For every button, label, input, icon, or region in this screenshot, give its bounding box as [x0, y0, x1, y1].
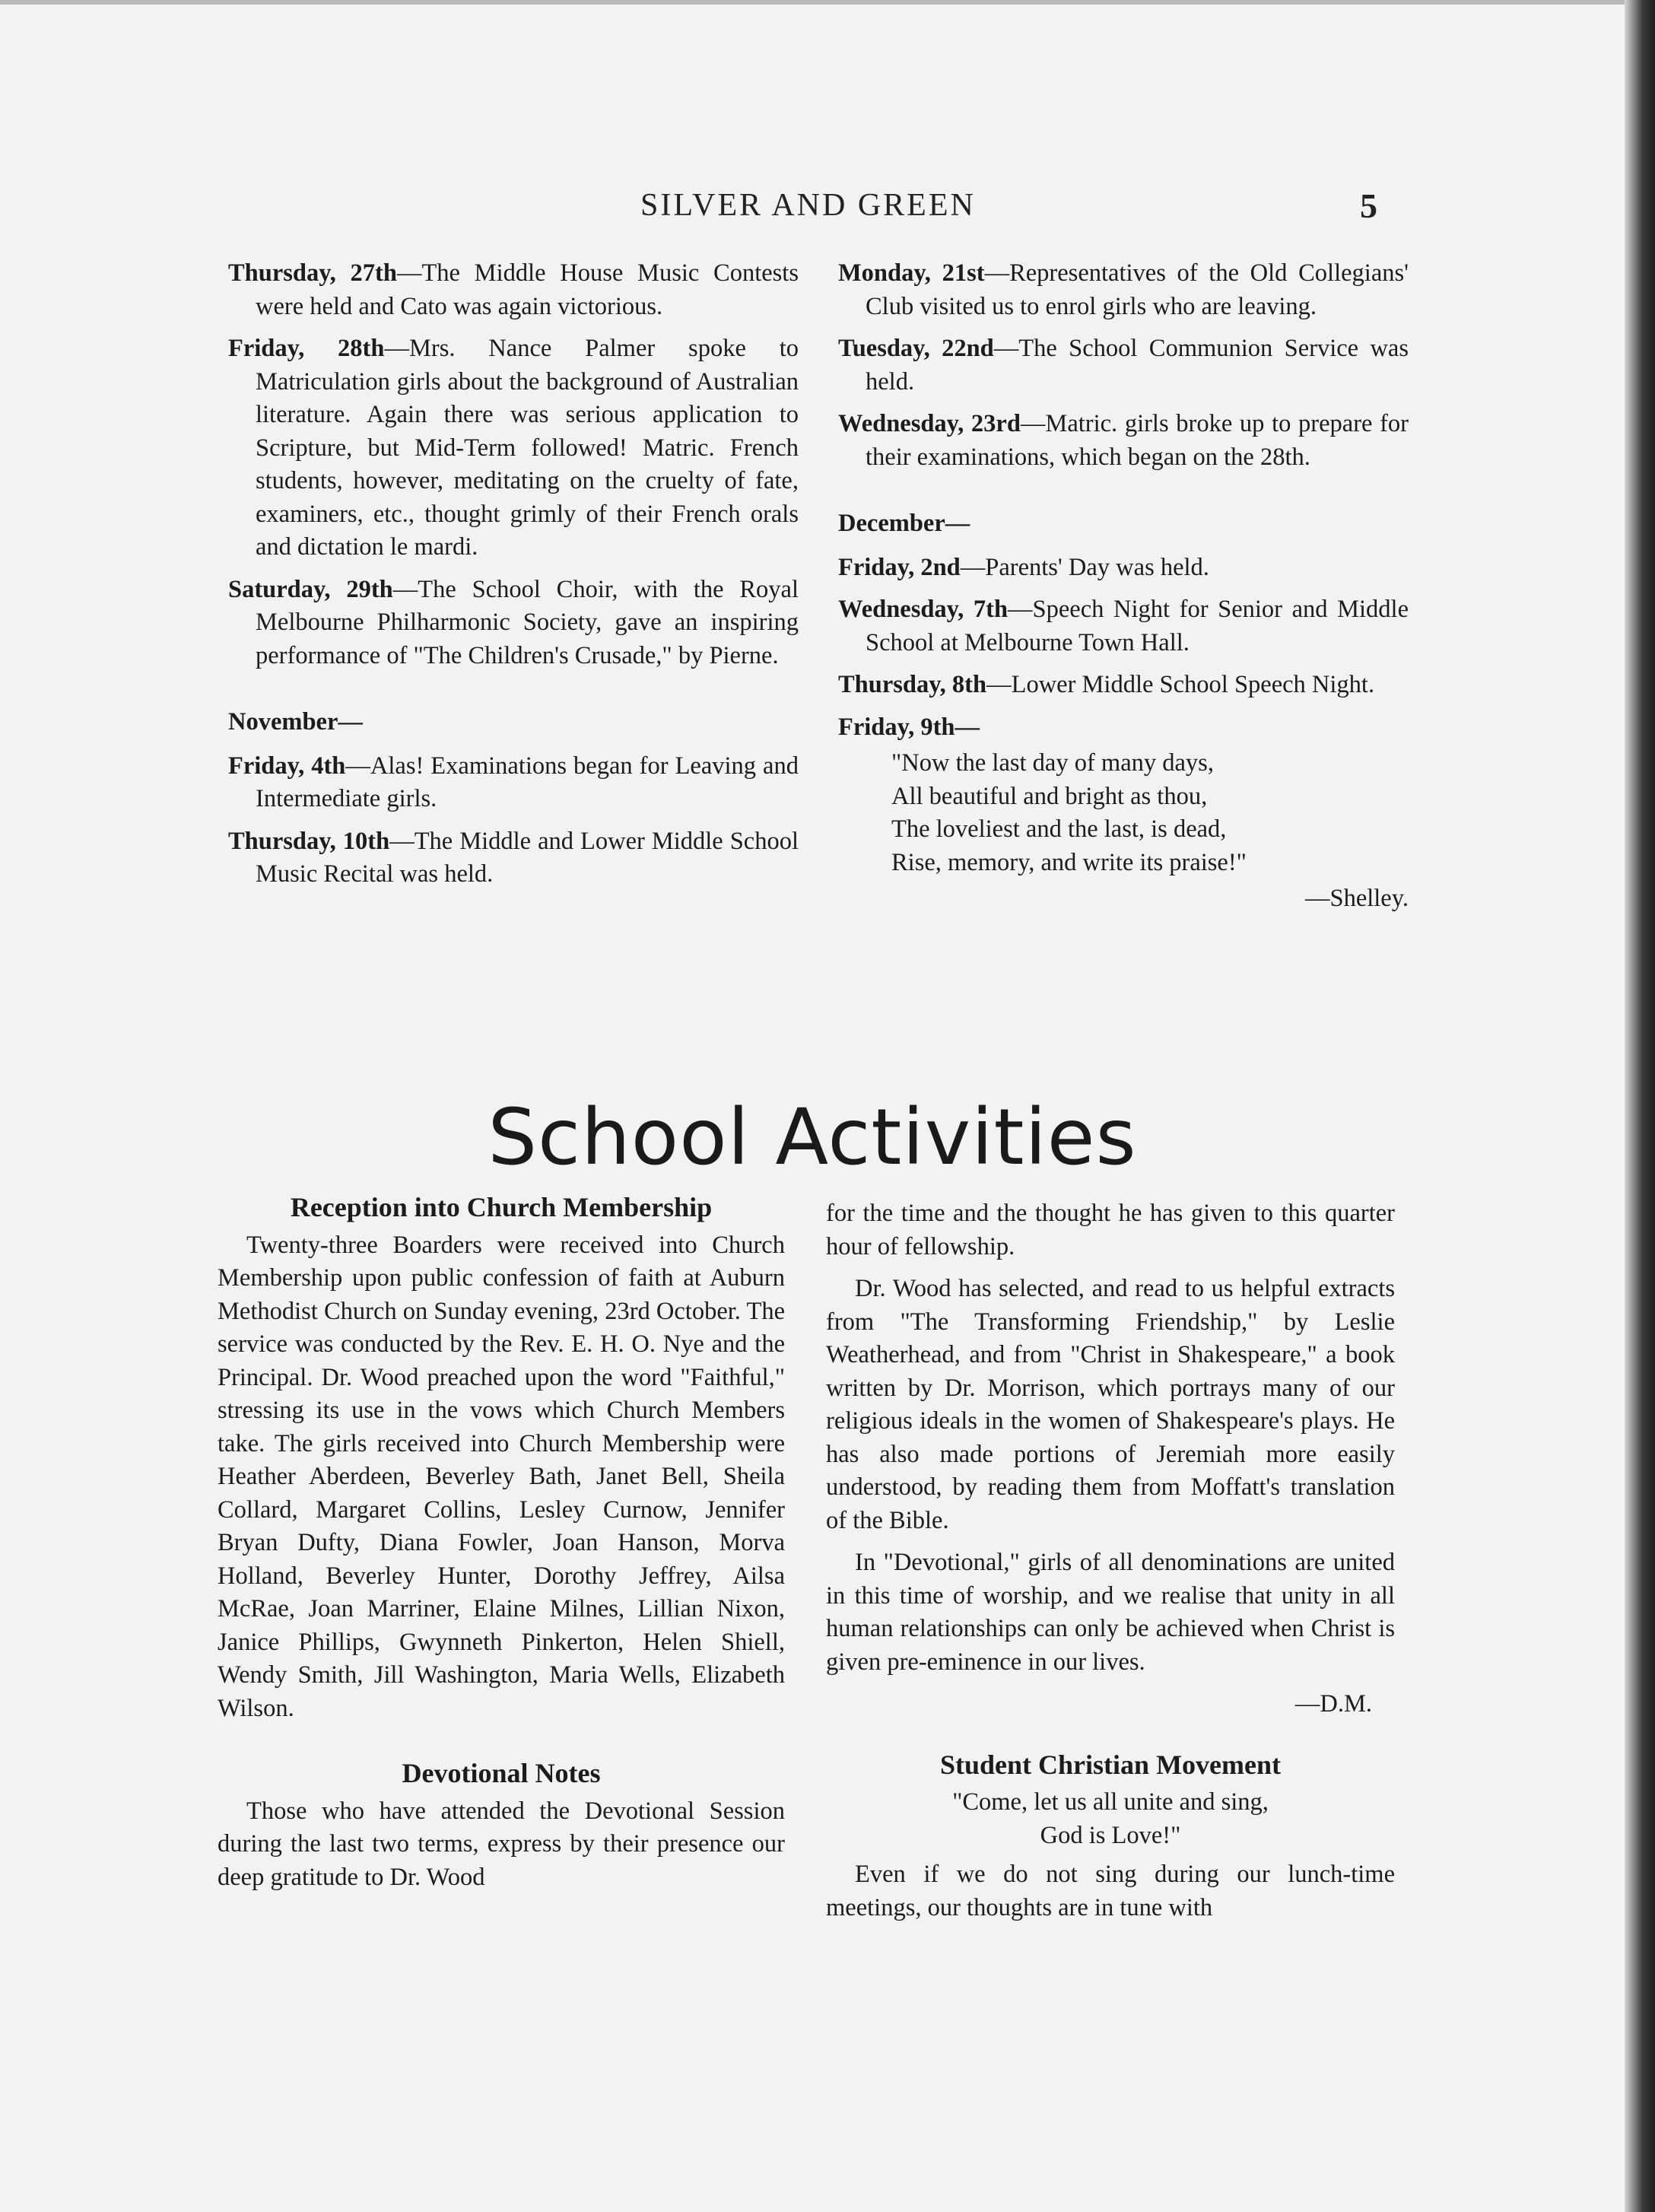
- entry-text: —The Middle and Lower Middle School Music Recital was held.: [256, 827, 799, 888]
- poem-line: "Now the last day of many days,: [891, 749, 1214, 777]
- entry-date: Thursday, 27th: [228, 259, 397, 287]
- entry-date: Thursday, 10th: [228, 827, 390, 855]
- entry-text: —The Middle House Music Contests were held and Cato was again victorious.: [256, 259, 799, 320]
- diary-entry: [228, 257, 799, 323]
- month-heading-december: December—: [838, 510, 970, 537]
- devotional-notes-paragraph: In "Devotional," girls of all denominations are united in this time of worship, and we realise that unity in all human relationships can only be achieved when Christ is given pre-eminence in our lives.: [826, 1549, 1395, 1676]
- entry-text: —Alas! Examinations began for Leaving and Intermediate girls.: [256, 752, 799, 812]
- diary-entry: [838, 593, 1409, 659]
- running-title: SILVER AND GREEN: [640, 188, 976, 223]
- shelley-poem: [838, 747, 1409, 879]
- entry-text: —Parents' Day was held.: [960, 553, 1209, 581]
- diary-entry: [228, 332, 799, 564]
- activities-column-left: [218, 1191, 785, 1903]
- poem-line: All beautiful and bright as thou,: [891, 782, 1208, 810]
- poem-attribution: —Shelley.: [1305, 885, 1409, 912]
- verse-line: God is Love!": [1040, 1821, 1181, 1849]
- entry-text: —Lower Middle School Speech Night.: [986, 671, 1375, 698]
- diary-entry: [228, 574, 799, 673]
- entry-date: Wednesday, 23rd: [838, 410, 1021, 437]
- month-heading-november: November—: [228, 708, 363, 736]
- page-number: 5: [1360, 186, 1377, 225]
- page-top-edge: [0, 0, 1655, 5]
- diary-entry: [228, 825, 799, 891]
- entry-text: —Speech Night for Senior and Middle School at Melbourne Town Hall.: [866, 596, 1409, 656]
- devotional-notes-heading: Devotional Notes: [402, 1758, 601, 1788]
- entry-date: Friday, 4th: [228, 752, 346, 780]
- entry-date: Monday, 21st: [838, 259, 985, 287]
- section-title: School Activities: [488, 1092, 1137, 1183]
- entry-date: Tuesday, 22nd: [838, 335, 994, 362]
- devotional-notes-paragraph: Dr. Wood has selected, and read to us helpful extracts from "The Transforming Friendship," by Leslie Weatherhead, and from "Christ in Shakespeare," a book written by Dr. Morrison, which portrays many of our religious ideals in the women of Shakespeare's plays. He has also made portions of Jeremiah more easily understood, by reading them from Moffatt's translation of the Bible.: [826, 1275, 1395, 1534]
- diary-entry: [838, 711, 1409, 745]
- diary-entry: [838, 257, 1409, 323]
- church-membership-heading: Reception into Church Membership: [290, 1192, 713, 1222]
- entry-text: —The School Choir, with the Royal Melbourne Philharmonic Society, gave an inspiring performance of "The Children's Crusade," by Pierne.: [256, 575, 799, 669]
- diary-column-right: [838, 257, 1409, 916]
- entry-text: —Representatives of the Old Collegians' Club visited us to enrol girls who are leaving.: [866, 259, 1409, 320]
- diary-entry: [838, 669, 1409, 702]
- diary-entry: [838, 408, 1409, 474]
- entry-text: —Matric. girls broke up to prepare for their examinations, which began on the 28th.: [866, 410, 1409, 471]
- verse-line: "Come, let us all unite and sing,: [952, 1788, 1269, 1816]
- activities-column-right: [826, 1197, 1395, 1934]
- diary-entry: [838, 332, 1409, 399]
- scm-verse: [826, 1786, 1395, 1852]
- diary-entry: [838, 551, 1409, 585]
- diary-column-left: [228, 257, 799, 901]
- entry-text: —The School Communion Service was held.: [866, 335, 1409, 396]
- entry-date: Friday, 9th—: [838, 713, 980, 741]
- entry-date: Saturday, 29th: [228, 575, 393, 603]
- devotional-signature: —D.M.: [1294, 1690, 1372, 1718]
- poem-line: Rise, memory, and write its praise!": [891, 848, 1247, 876]
- diary-entry: [228, 750, 799, 816]
- scm-text: Even if we do not sing during our lunch-time meetings, our thoughts are in tune with: [826, 1861, 1395, 1921]
- church-membership-text: Twenty-three Boarders were received into Church Membership upon public confession of faith at Auburn Methodist Church on Sunday evening, 23rd October. The service was conducted by the Rev. E. H. O. Nye and the Principal. Dr. Wood preached upon the word "Faithful," stressing its use in the vows which Church Members take. The girls received into Church Membership were Heather Aberdeen, Beverley Bath, Janet Bell, Sheila Collard, Margaret Collins, Lesley Curnow, Jennifer Bryan Dufty, Diana Fowler, Joan Hanson, Morva Holland, Beverley Hunter, Dorothy Jeffrey, Ailsa McRae, Joan Marriner, Elaine Milnes, Lillian Nixon, Janice Phillips, Gwynneth Pinkerton, Helen Shiell, Wendy Smith, Jill Washington, Maria Wells, Elizabeth Wilson.: [218, 1231, 785, 1722]
- entry-date: Wednesday, 7th: [838, 596, 1009, 623]
- devotional-notes-text: Those who have attended the Devotional Session during the last two terms, express by their presence our deep gratitude to Dr. Wood: [218, 1797, 785, 1891]
- devotional-notes-continued: for the time and the thought he has given to this quarter hour of fellowship.: [826, 1200, 1395, 1260]
- entry-date: Thursday, 8th: [838, 671, 987, 698]
- entry-text: —Mrs. Nance Palmer spoke to Matriculation girls about the background of Australian literature. Again there was serious application to Scripture, but Mid-Term followed! Matric. French students, however, meditating on the cruelty of fate, examiners, etc., thought grimly of their French orals and dictation le mardi.: [256, 335, 799, 561]
- scm-heading: Student Christian Movement: [940, 1749, 1281, 1780]
- poem-line: The loveliest and the last, is dead,: [891, 815, 1227, 843]
- entry-date: Friday, 28th: [228, 335, 385, 362]
- page-right-edge-shadow: [1625, 0, 1655, 2212]
- entry-date: Friday, 2nd: [838, 553, 961, 581]
